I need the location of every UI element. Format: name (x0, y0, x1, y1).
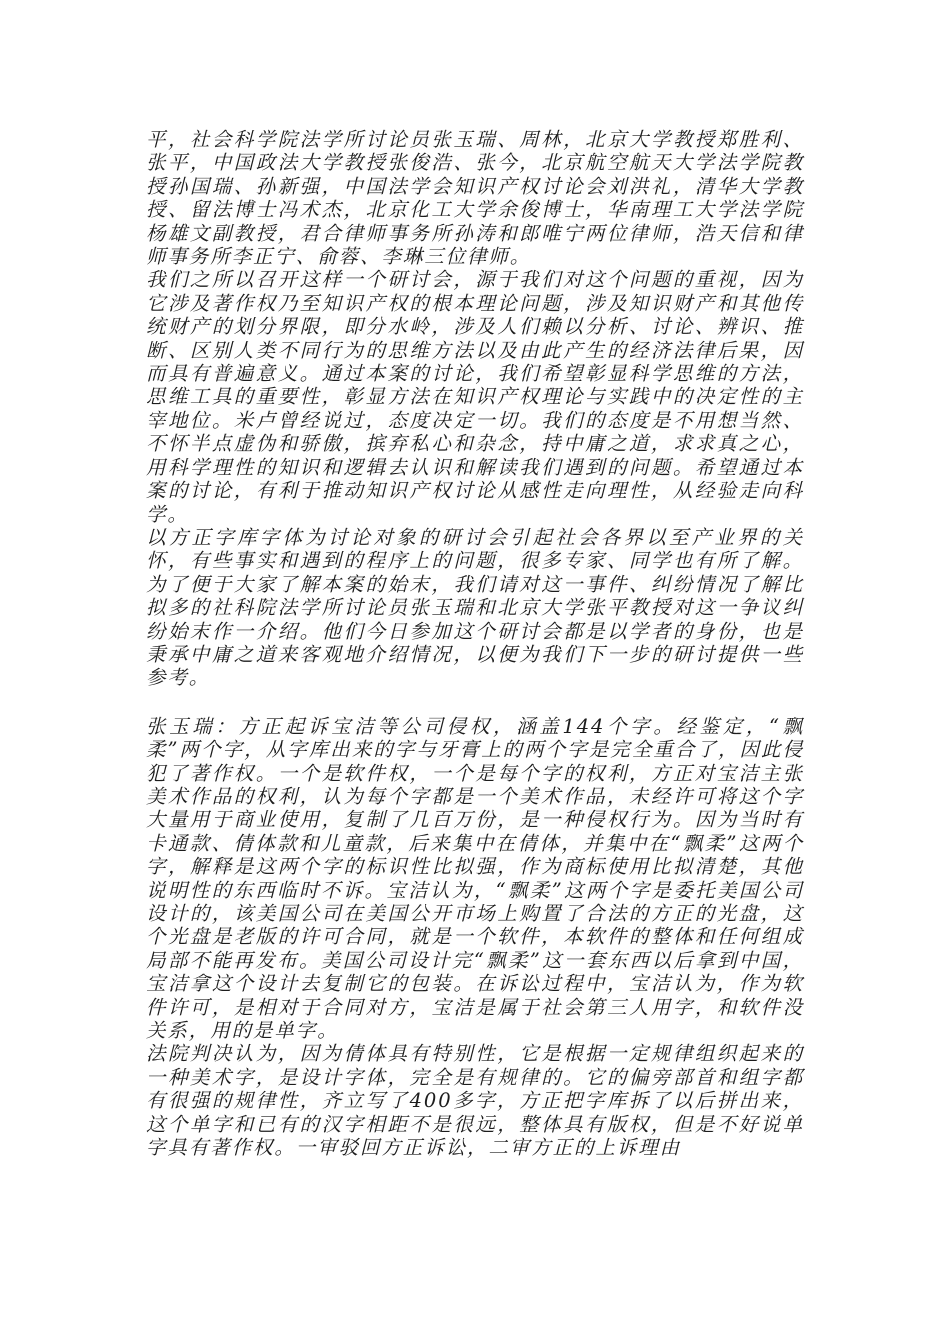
paragraph-purpose: 我们之所以召开这样一个研讨会，源于我们对这个问题的重视，因为它涉及著作权乃至知识产权的根本理论问题，涉及知识财产和其他传统财产的划分界限，即分水岭，涉及人们赖以分析、讨论、辨识、推断、区别人类不同行为的思维方法以及由此产生的经济法律后果，因而具有普遍意义。通过本案的讨论，我们希望彰显科学思维的方法，思维工具的重要性，彰显方法在知识产权理论与实践中的决定性的主宰地位。米卢曾经说过，态度决定一切。我们的态度是不用想当然、不怀半点虚伪和骄傲，摈弃私心和杂念，持中庸之道，求求真之心，用科学理性的知识和逻辑去认识和解读我们遇到的问题。希望通过本案的讨论，有利于推动知识产权讨论从感性走向理性，从经验走向科学。 (146, 268, 804, 526)
paragraph-court-ruling: 法院判决认为，因为倩体具有特别性，它是根据一定规律组织起来的一种美术字，是设计字体，完全是有规律的。它的偏旁部首和组字都有很强的规律性，齐立写了400多字，方正把字库拆了以后拼出来，这个单字和已有的汉字相距不是很远，整体具有版权，但是不好说单字具有著作权。一审驳回方正诉讼，二审方正的上诉理由 (146, 1042, 804, 1160)
paragraph-gap (146, 690, 804, 715)
paragraph-zhang-yurui: 张玉瑞：方正起诉宝洁等公司侵权，涵盖144个字。经鉴定，“飘柔”两个字，从字库出来的字与牙膏上的两个字是完全重合了，因此侵犯了著作权。一个是软件权，一个是每个字的权利，方正对宝洁主张美术作品的权利，认为每个字都是一个美术作品，未经许可将这个字大量用于商业使用，复制了几百万份，是一种侵权行为。因为当时有卡通款、倩体款和儿童款，后来集中在倩体，并集中在“飘柔”这两个字，解释是这两个字的标识性比拟强，作为商标使用比拟清楚，其他说明性的东西临时不诉。宝洁认为，“飘柔”这两个字是委托美国公司设计的，该美国公司在美国公开市场上购置了合法的方正的光盘，这个光盘是老版的许可合同，就是一个软件，本软件的整体和任何组成局部不能再发布。美国公司设计完“飘柔”这一套东西以后拿到中国，宝洁拿这个设计去复制它的包装。在诉讼过程中，宝洁认为，作为软件许可，是相对于合同对方，宝洁是属于社会第三人用字，和软件没关系，用的是单字。 (146, 714, 804, 1043)
document-page (146, 128, 804, 1159)
paragraph-participants: 平，社会科学院法学所讨论员张玉瑞、周林，北京大学教授郑胜利、张平，中国政法大学教授张俊浩、张今，北京航空航天大学法学院教授孙国瑞、孙新强，中国法学会知识产权讨论会刘洪礼，清华大学教授、留法博士冯术杰，北京化工大学余俊博士，华南理工大学法学院杨雄文副教授，君合律师事务所孙涛和郎唯宁两位律师，浩天信和律师事务所李正宁、俞蓉、李琳三位律师。 (146, 128, 804, 269)
paragraph-background: 以方正字库字体为讨论对象的研讨会引起社会各界以至产业界的关怀，有些事实和遇到的程序上的问题，很多专家、同学也有所了解。为了便于大家了解本案的始末，我们请对这一事件、纠纷情况了解比拟多的社科院法学所讨论员张玉瑞和北京大学张平教授对这一争议纠纷始末作一介绍。他们今日参加这个研讨会都是以学者的身份，也是秉承中庸之道来客观地介绍情况，以便为我们下一步的研讨提供一些参考。 (146, 525, 804, 690)
